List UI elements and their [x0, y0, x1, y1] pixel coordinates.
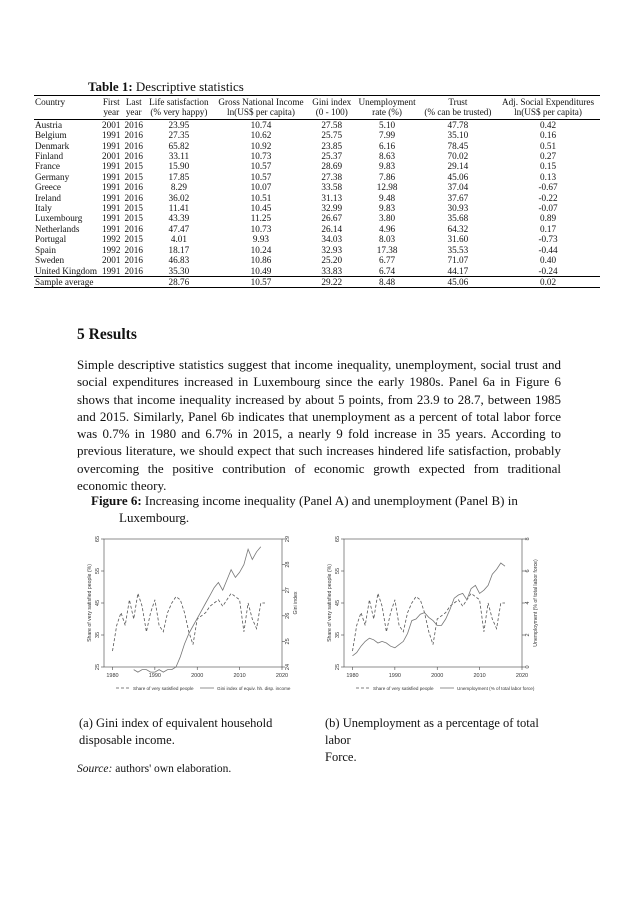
value-cell: [122, 276, 144, 287]
country-cell: Ireland: [35, 192, 62, 203]
x-tick-label: 1980: [346, 673, 359, 679]
x-tick-label: 1990: [388, 673, 401, 679]
value-cell: 8.03: [379, 234, 396, 245]
header-first-year: First year: [102, 97, 120, 118]
y-axis-label: Share of very satisfied people (%): [327, 564, 333, 642]
satisfaction-series-line: [353, 593, 506, 651]
y2-tick-label: 8: [525, 537, 531, 541]
value-cell: 28.76: [168, 276, 190, 287]
value-cell: 46.83: [168, 255, 190, 266]
x-tick-label: 2020: [515, 673, 529, 679]
value-cell: 1991: [102, 265, 121, 276]
value-cell: 2015: [124, 203, 143, 214]
y-tick-label: 55: [95, 567, 101, 575]
value-cell: 1991: [102, 213, 121, 224]
y2-tick-label: 27: [285, 587, 291, 594]
y2-tick-label: 6: [525, 569, 531, 573]
value-cell: 10.57: [250, 161, 272, 172]
value-cell: 10.45: [250, 203, 272, 214]
country-cell: Germany: [35, 171, 70, 182]
value-cell: 12.98: [376, 182, 398, 193]
value-cell: 0.27: [539, 151, 557, 162]
value-cell: 70.02: [447, 151, 469, 162]
country-cell: Denmark: [35, 140, 70, 151]
value-cell: 1991: [102, 203, 121, 214]
value-cell: 10.07: [250, 182, 272, 193]
value-cell: 7.86: [379, 171, 396, 182]
value-cell: 33.83: [321, 265, 343, 276]
country-cell: Luxembourg: [35, 213, 83, 224]
value-cell: 8.63: [379, 151, 396, 162]
y2-tick-label: 25: [285, 638, 291, 645]
value-cell: 32.93: [321, 244, 343, 255]
satisfaction-series-line: [113, 593, 266, 651]
value-cell: 2016: [124, 223, 143, 234]
country-cell: Portugal: [35, 234, 67, 245]
value-cell: 10.73: [250, 223, 272, 234]
chart-panel-a: [84, 535, 306, 695]
value-cell: 32.99: [321, 203, 343, 214]
value-cell: 37.67: [447, 192, 469, 203]
table-row: [34, 151, 600, 161]
legend-label: Share of very satisfied people: [373, 685, 434, 691]
table-row: [34, 130, 600, 140]
legend-label: Unemployment (% of total labor force): [457, 685, 535, 691]
value-cell: 37.04: [447, 182, 469, 193]
table-row: [34, 172, 600, 182]
header-unemployment: Unemployment rate (%): [358, 97, 416, 118]
value-cell: 3.80: [379, 213, 396, 224]
value-cell: 35.10: [447, 130, 469, 141]
value-cell: 47.47: [168, 223, 190, 234]
value-cell: 33.11: [168, 151, 190, 162]
header-social-expenditures: Adj. Social Expenditures ln(US$ per capita): [501, 97, 595, 118]
value-cell: 2015: [124, 234, 143, 245]
value-cell: 8.48: [379, 276, 396, 287]
descriptive-statistics-table: [34, 95, 600, 288]
value-cell: 2016: [124, 182, 143, 193]
value-cell: 25.37: [321, 151, 343, 162]
value-cell: 10.86: [250, 255, 272, 266]
value-cell: 4.01: [170, 234, 187, 245]
y-tick-label: 25: [95, 663, 101, 671]
value-cell: 34.03: [321, 234, 343, 245]
value-cell: 17.38: [376, 244, 398, 255]
figure-caption-line2: Luxembourg.: [119, 510, 190, 525]
header-trust: Trust (% can be trusted): [424, 97, 492, 118]
figure-caption: [91, 492, 521, 526]
value-cell: 10.74: [250, 119, 272, 130]
chart-panel-b: [324, 535, 546, 695]
table-title: Descriptive statistics: [135, 79, 244, 94]
y2-tick-label: 2: [525, 633, 531, 637]
table-row: [34, 193, 600, 203]
sample-average-row: [34, 276, 600, 287]
value-cell: 10.24: [250, 244, 272, 255]
table-label: Table 1:: [88, 79, 133, 94]
value-cell: 64.32: [447, 223, 469, 234]
country-cell: Finland: [35, 151, 64, 162]
value-cell: 1991: [102, 130, 121, 141]
value-cell: -0.24: [538, 265, 558, 276]
value-cell: 18.17: [168, 244, 190, 255]
value-cell: 47.78: [447, 119, 469, 130]
value-cell: 36.02: [168, 192, 190, 203]
country-cell: Belgium: [35, 130, 67, 141]
y-tick-label: 25: [335, 663, 341, 671]
y-tick-label: 45: [335, 599, 341, 607]
value-cell: 5.10: [379, 119, 396, 130]
header-gini: Gini index (0 - 100): [312, 97, 352, 118]
results-paragraph: Simple descriptive statistics suggest that income inequality, unemployment, social trust and social expenditures increased in Luxembourg since the early 1980s. Panel 6a in Figure 6 shows that income inequality increased by about 5 points, from 23.9 to 28.7, between 1985 and 2015. Similarly, Panel 6b indicates that unemployment as a percent of total labor force was 0.7% in 1980 and 6.7% in 2015, a nearly 9 fold increase in 35 years. According to previous literature, we should expect that such increases hindered life satisfaction, probably overcoming the positive contribution of economic growth expected from traditional economic theory.: [77, 357, 561, 494]
figure-caption-line1: Increasing income inequality (Panel A) and unemployment (Panel B) in: [144, 493, 518, 508]
country-cell: France: [35, 161, 60, 172]
country-cell: Austria: [35, 119, 63, 130]
value-cell: 45.06: [447, 276, 469, 287]
country-cell: United Kingdom: [35, 265, 98, 276]
table-row: [34, 203, 600, 213]
x-tick-label: 1980: [106, 673, 119, 679]
y-tick-label: 65: [95, 535, 101, 543]
x-tick-label: 2000: [431, 673, 444, 679]
secondary-series-line: [134, 547, 261, 672]
x-tick-label: 2010: [473, 673, 486, 679]
value-cell: 27.35: [168, 130, 190, 141]
value-cell: 2016: [124, 140, 143, 151]
value-cell: 0.15: [539, 161, 557, 172]
value-cell: 1991: [102, 140, 121, 151]
value-cell: 65.82: [168, 140, 190, 151]
header-life-satisfaction: Life satisfaction (% very happy): [149, 97, 209, 118]
value-cell: 10.73: [250, 151, 272, 162]
table-row: [34, 224, 600, 234]
value-cell: 2015: [124, 161, 143, 172]
value-cell: 2001: [102, 255, 121, 266]
value-cell: 2016: [124, 130, 143, 141]
value-cell: 26.67: [321, 213, 343, 224]
value-cell: 30.93: [447, 203, 469, 214]
value-cell: 23.95: [168, 119, 190, 130]
value-cell: -0.73: [538, 234, 558, 245]
value-cell: 2015: [124, 213, 143, 224]
y-tick-label: 65: [335, 535, 341, 543]
value-cell: 45.06: [447, 171, 469, 182]
value-cell: 2016: [124, 265, 143, 276]
table-row: [34, 182, 600, 192]
country-cell: Sample average: [35, 276, 94, 287]
value-cell: 10.62: [250, 130, 272, 141]
legend-label: Share of very satisfied people: [133, 685, 194, 691]
value-cell: 2016: [124, 119, 143, 130]
figure-label: Figure 6:: [91, 493, 142, 508]
value-cell: 1992: [102, 234, 121, 245]
x-tick-label: 2000: [191, 673, 204, 679]
figure-source: [77, 763, 231, 775]
header-gni: Gross National Income ln(US$ per capita): [218, 97, 304, 118]
table-row: [34, 245, 600, 255]
y-tick-label: 45: [95, 599, 101, 607]
value-cell: 0.40: [539, 255, 557, 266]
value-cell: 4.96: [379, 223, 396, 234]
value-cell: 9.83: [379, 161, 396, 172]
table-row: [34, 119, 600, 130]
value-cell: 1991: [102, 161, 121, 172]
value-cell: 1991: [102, 182, 121, 193]
value-cell: 10.51: [250, 192, 272, 203]
x-tick-label: 1990: [148, 673, 161, 679]
country-cell: Sweden: [35, 255, 65, 266]
y2-tick-label: 29: [285, 535, 291, 543]
value-cell: -0.67: [538, 182, 558, 193]
value-cell: 0.42: [539, 119, 557, 130]
value-cell: 2016: [124, 244, 143, 255]
value-cell: 2015: [124, 171, 143, 182]
value-cell: 28.69: [321, 161, 343, 172]
value-cell: 31.60: [447, 234, 469, 245]
value-cell: 7.99: [379, 130, 396, 141]
value-cell: 17.85: [168, 171, 190, 182]
value-cell: 9.83: [379, 203, 396, 214]
value-cell: 0.13: [539, 171, 557, 182]
y2-axis-label: Gini index: [293, 591, 299, 615]
value-cell: 1992: [102, 244, 121, 255]
value-cell: 35.30: [168, 265, 190, 276]
value-cell: 1991: [102, 192, 121, 203]
table-row: [34, 141, 600, 151]
value-cell: 0.89: [539, 213, 557, 224]
value-cell: 2001: [102, 151, 121, 162]
y-tick-label: 35: [335, 631, 341, 639]
country-cell: Spain: [35, 244, 56, 255]
value-cell: 78.45: [447, 140, 469, 151]
value-cell: 1991: [102, 223, 121, 234]
value-cell: 10.57: [250, 171, 272, 182]
source-label: Source:: [77, 763, 113, 775]
table-row: [34, 234, 600, 244]
y2-tick-label: 24: [285, 663, 291, 671]
legend-label: Gini index of equiv. hh. disp. income: [217, 685, 291, 691]
table-row: [34, 161, 600, 171]
value-cell: -0.07: [538, 203, 558, 214]
value-cell: 2016: [124, 192, 143, 203]
value-cell: 15.90: [168, 161, 190, 172]
country-cell: Italy: [35, 203, 52, 214]
value-cell: 2016: [124, 255, 143, 266]
value-cell: 0.51: [539, 140, 557, 151]
value-cell: 11.25: [250, 213, 272, 224]
value-cell: 25.20: [321, 255, 343, 266]
header-last-year: Last year: [125, 97, 142, 118]
value-cell: -0.22: [538, 192, 558, 203]
country-cell: Greece: [35, 182, 62, 193]
y-axis-label: Share of very satisfied people (%): [87, 564, 93, 642]
value-cell: 23.85: [321, 140, 343, 151]
value-cell: 44.17: [447, 265, 469, 276]
table-row: [34, 255, 600, 265]
value-cell: 0.17: [539, 223, 557, 234]
source-text: authors' own elaboration.: [115, 763, 232, 775]
x-tick-label: 2010: [233, 673, 246, 679]
value-cell: 25.75: [321, 130, 343, 141]
value-cell: 11.41: [168, 203, 190, 214]
country-cell: Netherlands: [35, 223, 80, 234]
table-row: [34, 213, 600, 223]
value-cell: 29.14: [447, 161, 469, 172]
section-title: 5 Results: [77, 326, 137, 343]
value-cell: 10.57: [250, 276, 272, 287]
subcaption-b: (b) Unemployment as a percentage of total labor Force.: [325, 716, 539, 764]
secondary-series-line: [353, 563, 506, 656]
header-country: Country: [35, 97, 66, 107]
value-cell: [100, 276, 122, 287]
table-header-row: [34, 96, 600, 120]
subcaption-a: (a) Gini index of equivalent household disposable income.: [79, 716, 273, 747]
y2-tick-label: 0: [525, 665, 531, 669]
value-cell: 6.77: [379, 255, 396, 266]
value-cell: 35.68: [447, 213, 469, 224]
plot-frame: [104, 539, 282, 667]
value-cell: 1991: [102, 171, 121, 182]
value-cell: 0.02: [539, 276, 557, 287]
y-tick-label: 35: [95, 631, 101, 639]
value-cell: 43.39: [168, 213, 190, 224]
value-cell: 9.48: [379, 192, 396, 203]
value-cell: 35.53: [447, 244, 469, 255]
y2-axis-label: Unemployment (% of total labor force): [533, 559, 539, 647]
value-cell: -0.44: [538, 244, 558, 255]
value-cell: 0.16: [539, 130, 557, 141]
y2-tick-label: 4: [525, 601, 531, 605]
table-row: [34, 266, 600, 277]
value-cell: 8.29: [170, 182, 187, 193]
value-cell: 27.58: [321, 119, 343, 130]
value-cell: 26.14: [321, 223, 343, 234]
value-cell: 10.92: [250, 140, 272, 151]
y-tick-label: 55: [335, 567, 341, 575]
value-cell: 33.58: [321, 182, 343, 193]
value-cell: 10.49: [250, 265, 272, 276]
value-cell: 29.22: [321, 276, 343, 287]
value-cell: 9.93: [252, 234, 269, 245]
value-cell: 6.74: [379, 265, 396, 276]
table-caption: [88, 79, 244, 95]
x-tick-label: 2020: [275, 673, 289, 679]
y2-tick-label: 26: [285, 612, 291, 619]
y2-tick-label: 28: [285, 561, 291, 568]
plot-frame: [344, 539, 522, 667]
value-cell: 2001: [102, 119, 121, 130]
value-cell: 27.38: [321, 171, 343, 182]
value-cell: 6.16: [379, 140, 396, 151]
value-cell: 71.07: [447, 255, 469, 266]
value-cell: 31.13: [321, 192, 343, 203]
value-cell: 2016: [124, 151, 143, 162]
